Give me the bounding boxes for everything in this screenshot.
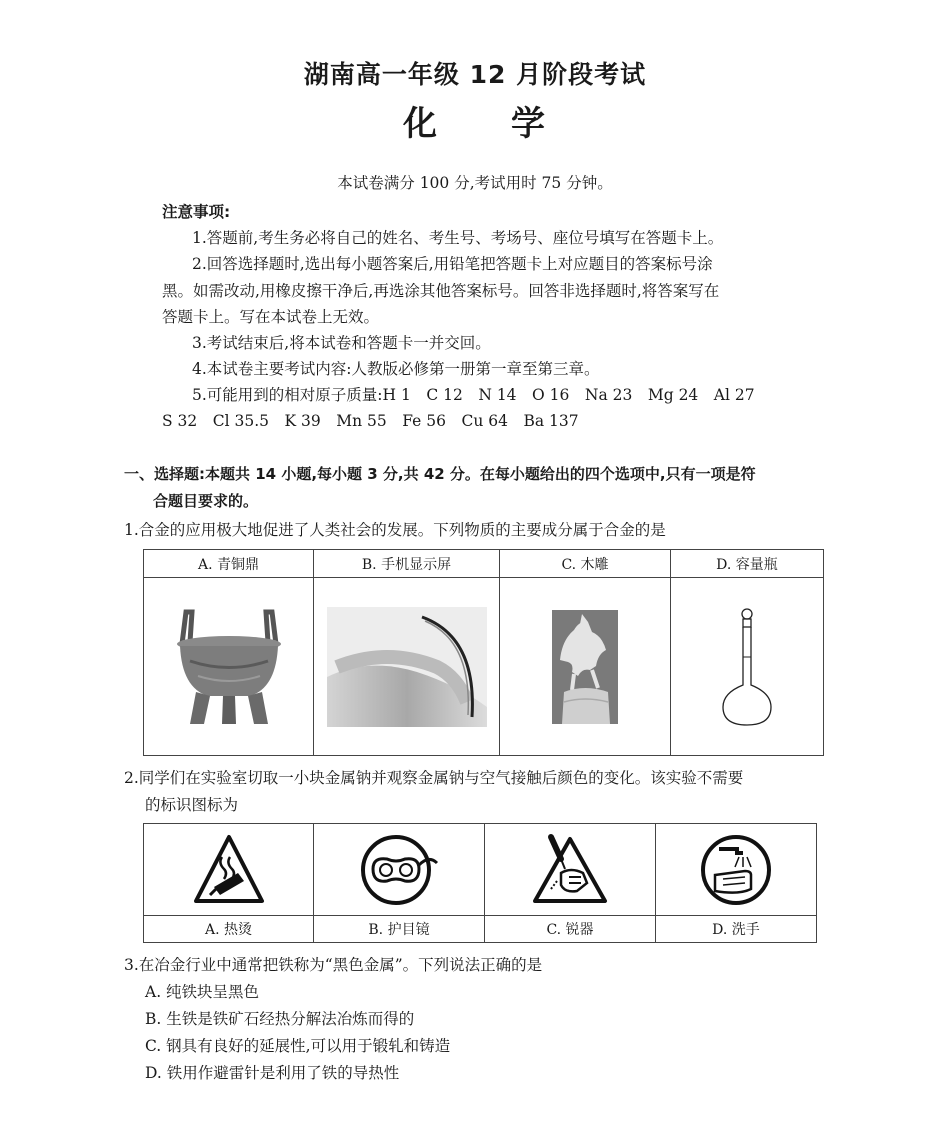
- section-heading-cont: 合题目要求的。: [153, 492, 259, 510]
- subject-title: [0, 96, 950, 145]
- option-a-image: [144, 578, 314, 756]
- bronze-ding-icon: [168, 606, 290, 728]
- option-b-label: B. 护目镜: [314, 916, 485, 943]
- option-a-label: A. 青铜鼎: [144, 550, 314, 578]
- subject-char-1: 化: [403, 104, 439, 144]
- subject-char-2: 学: [511, 104, 547, 144]
- question-3-stem: 3.在冶金行业中通常把铁称为“黑色金属”。下列说法正确的是: [124, 956, 543, 974]
- volumetric-flask-icon: [717, 607, 777, 727]
- option-d-label: D. 容量瓶: [671, 550, 824, 578]
- option-b-image: [314, 578, 500, 756]
- option-c-image: [485, 824, 656, 916]
- question-1-stem: 1.合金的应用极大地促进了人类社会的发展。下列物质的主要成分属于合金的是: [124, 521, 666, 539]
- option-d-image: [671, 578, 824, 756]
- goggles-icon: [359, 833, 439, 907]
- notice-line: 5.可能用到的相对原子质量:H 1 C 12 N 14 O 16 Na 23 Mg 24 Al 27: [192, 386, 755, 404]
- notice-line: 1.答题前,考生务必将自己的姓名、考生号、考场号、座位号填写在答题卡上。: [192, 229, 724, 247]
- hot-surface-warning-icon: [192, 833, 266, 907]
- sharp-object-warning-icon: [531, 833, 609, 907]
- exam-intro: 本试卷满分 100 分,考试用时 75 分钟。: [337, 174, 613, 192]
- option-b-image: [314, 824, 485, 916]
- notice-line: 4.本试卷主要考试内容:人教版必修第一册第一章至第三章。: [192, 360, 600, 378]
- option-d-label: D. 洗手: [656, 916, 817, 943]
- option-d-image: [656, 824, 817, 916]
- section-heading: 一、选择题:本题共 14 小题,每小题 3 分,共 42 分。在每小题给出的四个选项中,只有一项是符: [124, 465, 756, 483]
- notice-line: 3.考试结束后,将本试卷和答题卡一并交回。: [192, 334, 491, 352]
- option-c-label: C. 木雕: [500, 550, 671, 578]
- option-a-label: A. 热烫: [144, 916, 314, 943]
- wood-carving-horse-icon: [552, 610, 618, 724]
- question-3-option-d: D. 铁用作避雷针是利用了铁的导热性: [145, 1064, 400, 1082]
- question-3-option-a: A. 纯铁块呈黑色: [145, 983, 260, 1001]
- notice-line: S 32 Cl 35.5 K 39 Mn 55 Fe 56 Cu 64 Ba 137: [162, 412, 579, 430]
- question-2-stem-cont: 的标识图标为: [145, 796, 239, 814]
- question-3-option-b: B. 生铁是铁矿石经热分解法冶炼而得的: [145, 1010, 415, 1028]
- exam-title: 湖南高一年级 12 月阶段考试: [303, 60, 647, 89]
- question-3-option-c: C. 钢具有良好的延展性,可以用于锻轧和铸造: [145, 1037, 451, 1055]
- question-2-options-table: [143, 823, 817, 943]
- notice-line: 答题卡上。写在本试卷上无效。: [162, 308, 380, 326]
- notice-heading: 注意事项:: [162, 203, 231, 221]
- notice-line: 黑。如需改动,用橡皮擦干净后,再选涂其他答案标号。回答非选择题时,将答案写在: [162, 282, 720, 300]
- flexible-screen-icon: [327, 607, 487, 727]
- option-c-label: C. 锐器: [485, 916, 656, 943]
- notice-line: 2.回答选择题时,选出每小题答案后,用铅笔把答题卡上对应题目的答案标号涂: [192, 255, 713, 273]
- option-a-image: [144, 824, 314, 916]
- question-1-options-table: [143, 549, 824, 756]
- option-c-image: [500, 578, 671, 756]
- question-2-stem: 2.同学们在实验室切取一小块金属钠并观察金属钠与空气接触后颜色的变化。该实验不需要: [124, 769, 744, 787]
- hand-washing-icon: [699, 833, 773, 907]
- option-b-label: B. 手机显示屏: [314, 550, 500, 578]
